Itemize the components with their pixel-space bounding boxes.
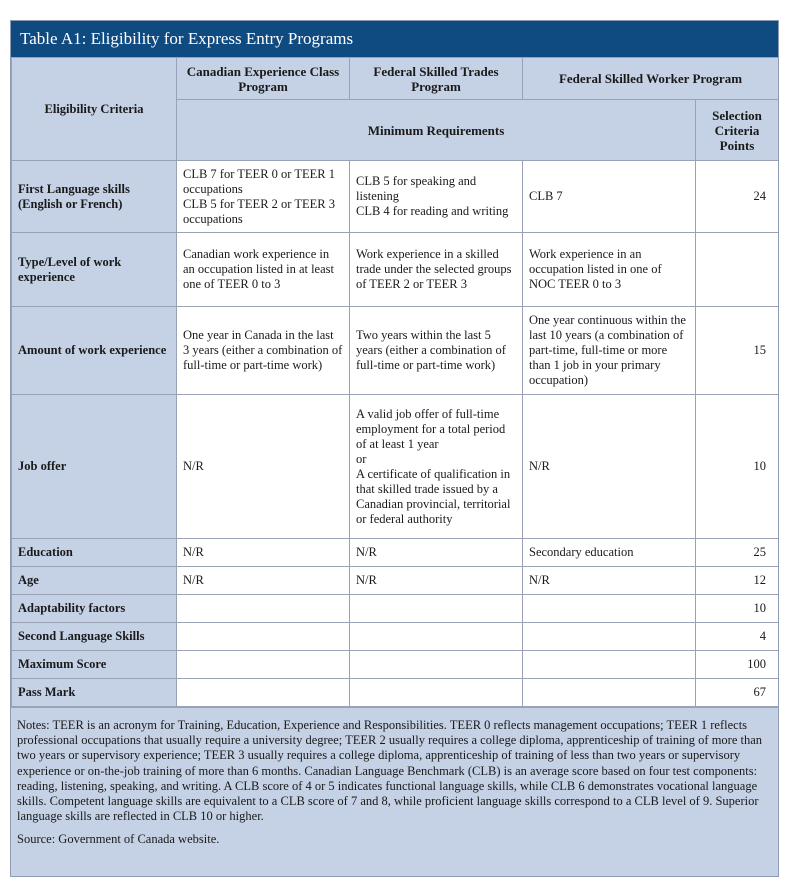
fsw-cell: CLB 7 bbox=[523, 161, 696, 233]
fst-cell bbox=[350, 679, 523, 707]
table-row bbox=[12, 539, 779, 567]
points-cell: 12 bbox=[696, 567, 779, 595]
fst-cell bbox=[350, 651, 523, 679]
fst-cell bbox=[350, 595, 523, 623]
table-frame bbox=[10, 20, 779, 877]
points-cell bbox=[696, 233, 779, 307]
cec-cell bbox=[177, 679, 350, 707]
table-row bbox=[12, 595, 779, 623]
notes-text: Notes: TEER is an acronym for Training, Education, Experience and Responsibilities. TEER 0 reflects management occupations; TEER 1 reflects professional occupations that usually require a university degree; TEER 2 usually requires a college diploma, apprenticeship of training of more than two years or supervisory experience; TEER 3 usually requires a college diploma, apprenticeship of training of less than two years or supervisory experience or on-the-job training of more than 6 months. Canadian Language Benchmark (CLB) is an average score based on four test components: reading, listening, speaking, and writing. A CLB score of 4 or 5 indicates functional language skills, while CLB 6 demonstrates vocational language skills. Competent language skills are equivalent to a CLB score of 7 and 8, while proficient language skills correspond to a CLB level of 9. Superior language skills are reflected in CLB 10 or higher. bbox=[17, 718, 763, 824]
table-row bbox=[12, 679, 779, 707]
criterion-cell: Pass Mark bbox=[12, 679, 177, 707]
table-row bbox=[12, 567, 779, 595]
criterion-cell: Education bbox=[12, 539, 177, 567]
points-cell: 10 bbox=[696, 595, 779, 623]
criterion-cell: Second Language Skills bbox=[12, 623, 177, 651]
table-row bbox=[12, 233, 779, 307]
fst-cell bbox=[350, 623, 523, 651]
points-cell: 4 bbox=[696, 623, 779, 651]
cec-cell bbox=[177, 651, 350, 679]
points-cell: 24 bbox=[696, 161, 779, 233]
fsw-cell bbox=[523, 623, 696, 651]
table-row bbox=[12, 623, 779, 651]
points-cell: 10 bbox=[696, 395, 779, 539]
fsw-cell bbox=[523, 595, 696, 623]
table-notes bbox=[11, 707, 778, 877]
fst-cell: Work experience in a skilled trade under the selected groups of TEER 2 or TEER 3 bbox=[350, 233, 523, 307]
selection-points-header: Selection Criteria Points bbox=[696, 100, 779, 161]
fsw-cell bbox=[523, 679, 696, 707]
fsw-cell bbox=[523, 651, 696, 679]
fsw-cell: N/R bbox=[523, 567, 696, 595]
cec-program-header: Canadian Experience Class Program bbox=[177, 58, 350, 100]
cec-cell bbox=[177, 623, 350, 651]
table-row bbox=[12, 395, 779, 539]
fsw-cell: Work experience in an occupation listed in one of NOC TEER 0 to 3 bbox=[523, 233, 696, 307]
criterion-cell: Type/Level of work experience bbox=[12, 233, 177, 307]
fst-cell: N/R bbox=[350, 539, 523, 567]
fst-cell: CLB 5 for speaking and listening CLB 4 for reading and writing bbox=[350, 161, 523, 233]
fsw-cell: Secondary education bbox=[523, 539, 696, 567]
criterion-cell: Adaptability factors bbox=[12, 595, 177, 623]
table-row bbox=[12, 307, 779, 395]
table-title: Table A1: Eligibility for Express Entry Programs bbox=[11, 21, 778, 57]
criterion-cell: Job offer bbox=[12, 395, 177, 539]
fst-cell: A valid job offer of full-time employment for a total period of at least 1 year or A certificate of qualification in that skilled trade issued by a Canadian provincial, territorial or federal authority bbox=[350, 395, 523, 539]
criterion-cell: First Language skills (English or French) bbox=[12, 161, 177, 233]
cec-cell: One year in Canada in the last 3 years (either a combination of full-time or part-time work) bbox=[177, 307, 350, 395]
fst-cell: Two years within the last 5 years (either a combination of full-time or part-time work) bbox=[350, 307, 523, 395]
cec-cell: N/R bbox=[177, 567, 350, 595]
eligibility-table bbox=[11, 57, 779, 707]
criterion-cell: Amount of work experience bbox=[12, 307, 177, 395]
points-cell: 25 bbox=[696, 539, 779, 567]
table-row bbox=[12, 161, 779, 233]
fst-program-header: Federal Skilled Trades Program bbox=[350, 58, 523, 100]
points-cell: 15 bbox=[696, 307, 779, 395]
source-text: Source: Government of Canada website. bbox=[17, 832, 220, 847]
cec-cell: CLB 7 for TEER 0 or TEER 1 occupations CLB 5 for TEER 2 or TEER 3 occupations bbox=[177, 161, 350, 233]
fst-cell: N/R bbox=[350, 567, 523, 595]
fsw-program-header: Federal Skilled Worker Program bbox=[523, 58, 779, 100]
fsw-cell: One year continuous within the last 10 years (a combination of part-time, full-time or more than 1 job in your primary occupation) bbox=[523, 307, 696, 395]
table-row bbox=[12, 651, 779, 679]
points-cell: 100 bbox=[696, 651, 779, 679]
cec-cell bbox=[177, 595, 350, 623]
cec-cell: Canadian work experience in an occupation listed in at least one of TEER 0 to 3 bbox=[177, 233, 350, 307]
points-cell: 67 bbox=[696, 679, 779, 707]
minimum-requirements-header: Minimum Requirements bbox=[177, 100, 696, 161]
cec-cell: N/R bbox=[177, 539, 350, 567]
eligibility-criteria-header: Eligibility Criteria bbox=[12, 58, 177, 161]
fsw-cell: N/R bbox=[523, 395, 696, 539]
cec-cell: N/R bbox=[177, 395, 350, 539]
criterion-cell: Maximum Score bbox=[12, 651, 177, 679]
criterion-cell: Age bbox=[12, 567, 177, 595]
